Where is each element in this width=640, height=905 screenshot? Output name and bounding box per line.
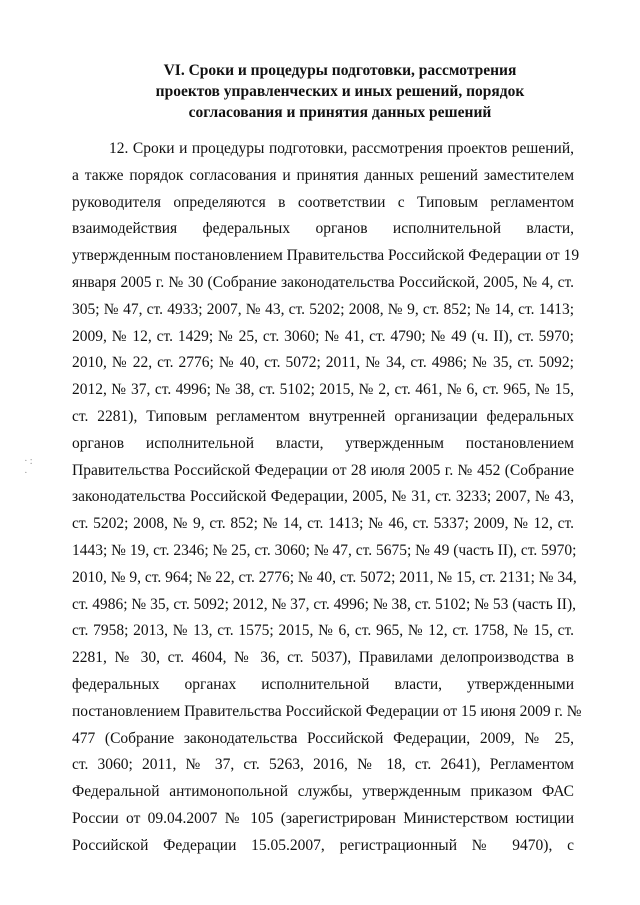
paragraph-line: 12. Сроки и процедуры подготовки, рассмотрения проектов решений, [109,140,574,157]
paragraph-line: руководителя определяются в соответствии с Типовым регламентом [72,193,574,211]
heading-line: согласования и принятия данных решений [188,104,492,121]
paragraph-line: ст. 3060; 2011, № 37, ст. 5263, 2016, № 18, ст. 2641), Регламентом [72,756,574,774]
paragraph-line: 2012, № 37, ст. 4996; № 38, ст. 5102; 2015, № 2, ст. 461, № 6, ст. 965, № 15, [72,381,574,399]
paragraph-line: ст. 5202; 2008, № 9, ст. 852; № 14, ст. 1413; № 46, ст. 5337; 2009, № 12, ст. [72,515,574,533]
paragraph-line: января 2005 г. № 30 (Собрание законодательства Российской, 2005, № 4, ст. [72,273,574,291]
paragraph-line: законодательства Российской Федерации, 2005, № 31, ст. 3233; 2007, № 43, [72,488,574,506]
heading-line: проектов управленческих и иных решений, порядок [155,83,525,100]
paragraph-line: 2281, № 30, ст. 4604, № 36, ст. 5037), Правилами делопроизводства в [72,649,574,667]
paragraph-line: ст. 2281), Типовым регламентом внутренней организации федеральных [72,407,574,425]
paragraph-line: Российской Федерации 15.05.2007, регистрационный № 9470), с [72,836,574,854]
paragraph-line: России от 09.04.2007 № 105 (зарегистрирован Министерством юстиции [72,809,574,827]
paragraph-line: 305; № 47, ст. 4933; 2007, № 43, ст. 5202; 2008, № 9, ст. 852; № 14, ст. 1413; [72,300,574,318]
paragraph-line: утвержденным постановлением Правительства Российской Федерации от 19 [72,247,580,265]
paragraph-line: взаимодействия федеральных органов исполнительной власти, [72,220,574,238]
paragraph-line: органов исполнительной власти, утвержденным постановлением [72,434,574,452]
paragraph-12 [72,136,582,860]
paragraph-line: 2010, № 9, ст. 964; № 22, ст. 2776; № 40, ст. 5072; 2011, № 15, ст. 2131; № 34, [72,568,577,586]
paragraph-line: а также порядок согласования и принятия данных решений заместителем [72,166,574,184]
paragraph-line: Федеральной антимонопольной службы, утвержденным приказом ФАС [72,783,574,801]
section-heading [100,60,580,123]
paragraph-line: 1443; № 19, ст. 2346; № 25, ст. 3060; № 47, ст. 5675; № 49 (часть II), ст. 5970; [72,541,577,559]
paragraph-line: ст. 7958; 2013, № 13, ст. 1575; 2015, № 6, ст. 965, № 12, ст. 1758, № 15, ст. [72,622,574,640]
heading-line: VI. Сроки и процедуры подготовки, рассмотрения [163,62,517,79]
paragraph-line: 2010, № 22, ст. 2776; № 40, ст. 5072; 2011, № 34, ст. 4986; № 35, ст. 5092; [72,354,574,372]
paragraph-line: постановлением Правительства Российской Федерации от 15 июня 2009 г. № [72,702,582,720]
margin-scan-mark: ·: · [24,455,35,479]
paragraph-line: 477 (Собрание законодательства Российской Федерации, 2009, № 25, [72,729,574,747]
paragraph-line: Правительства Российской Федерации от 28 июля 2005 г. № 452 (Собрание [72,461,574,479]
paragraph-line: ст. 4986; № 35, ст. 5092; 2012, № 37, ст. 4996; № 38, ст. 5102; № 53 (часть II), [72,595,576,613]
paragraph-line: федеральных органах исполнительной власти, утвержденными [72,675,574,693]
paragraph-line: 2009, № 12, ст. 1429; № 25, ст. 3060; № 41, ст. 4790; № 49 (ч. II), ст. 5970; [72,327,574,345]
